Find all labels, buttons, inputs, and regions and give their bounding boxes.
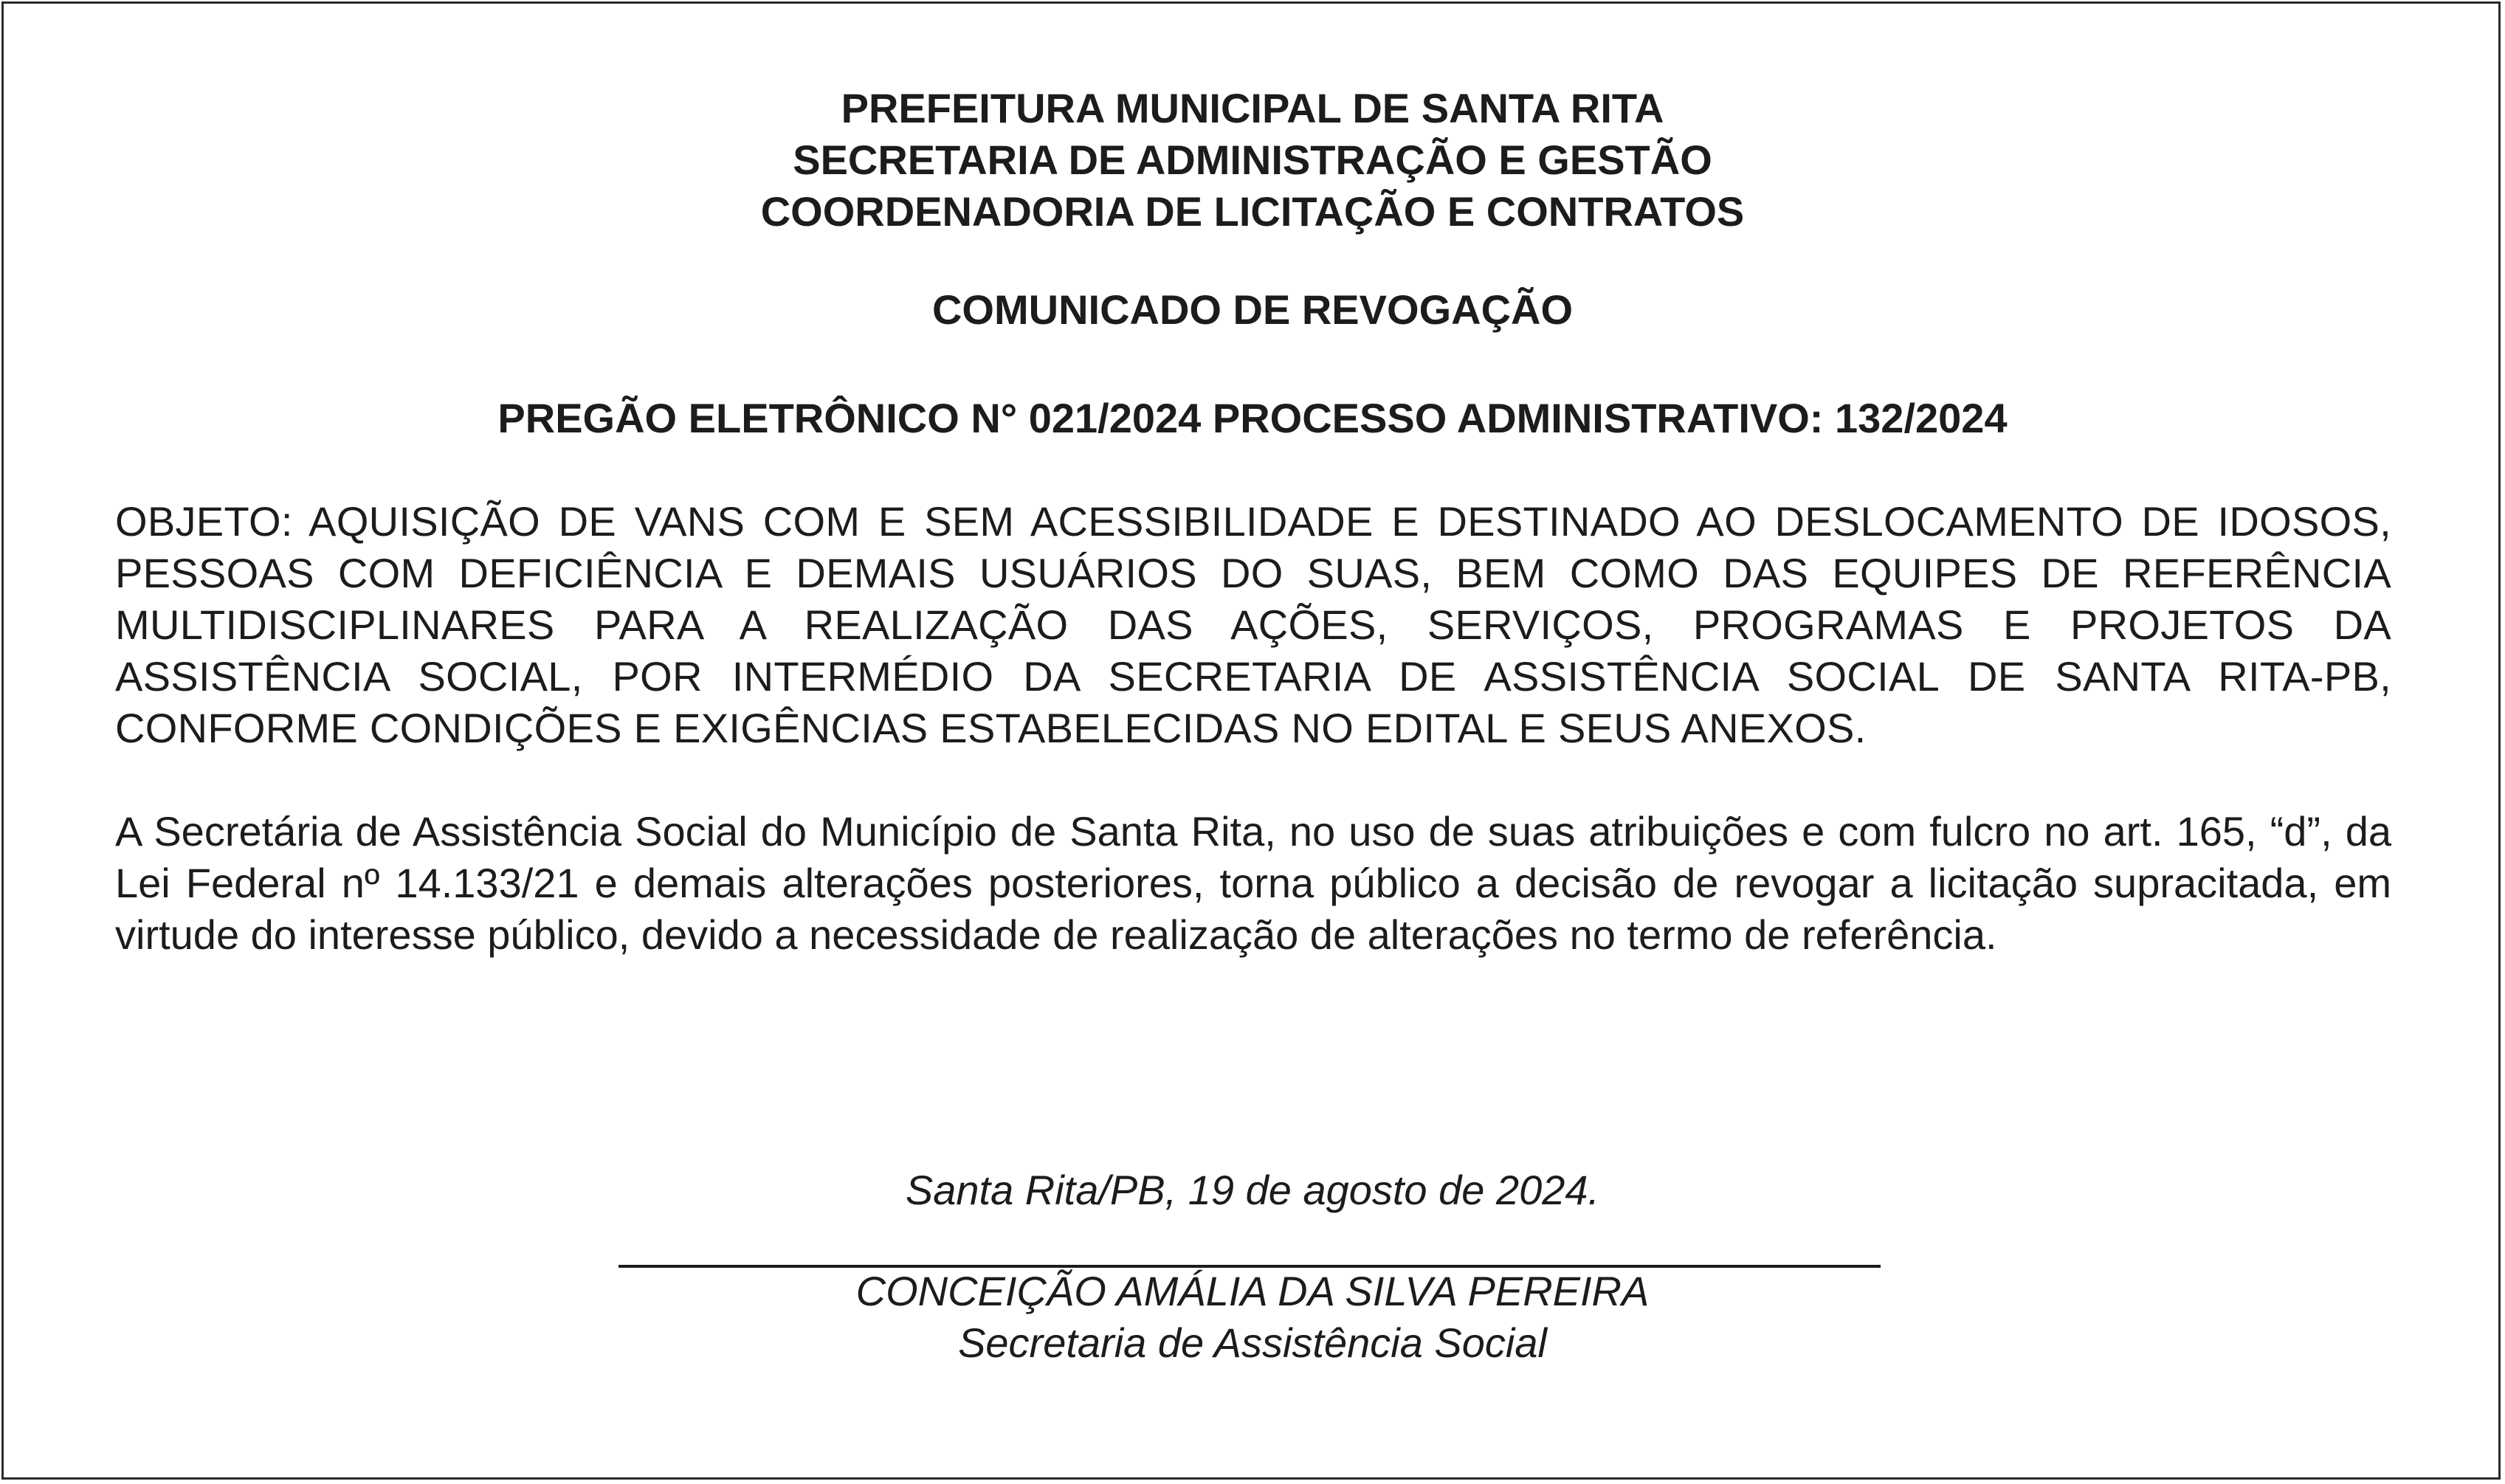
signatory-name: CONCEIÇÃO AMÁLIA DA SILVA PEREIRA	[855, 1268, 1650, 1314]
header-coordination: COORDENADORIA DE LICITAÇÃO E CONTRATOS	[760, 188, 1745, 235]
header-municipality: PREFEITURA MUNICIPAL DE SANTA RITA	[841, 85, 1664, 131]
place-date: Santa Rita/PB, 19 de agosto de 2024.	[905, 1167, 1600, 1213]
objeto-paragraph: OBJETO: AQUISIÇÃO DE VANS COM E SEM ACESSIBILIDADE E DESTINADO AO DESLOCAMENTO DE IDOSOS, PESSOAS COM DEFICIÊNCIA E DEMAIS USUÁRIOS DO SUAS, BEM COMO DAS EQUIPES DE REFERÊNCIA MULTIDISCIPLINARES PARA A REALIZAÇÃO DAS AÇÕES, SERVIÇOS, PROGRAMAS E PROJETOS DA ASSISTÊNCIA SOCIAL, POR INTERMÉDIO DA SECRETARIA DE ASSISTÊNCIA SOCIAL DE SANTA RITA-PB, CONFORME CONDIÇÕES E EXIGÊNCIAS ESTABELECIDAS NO EDITAL E SEUS ANEXOS.	[115, 498, 2391, 751]
process-line: PREGÃO ELETRÔNICO N° 021/2024 PROCESSO ADMINISTRATIVO: 132/2024	[497, 395, 2008, 441]
decision-paragraph: A Secretária de Assistência Social do Município de Santa Rita, no uso de suas atribuições e com fulcro no art. 165, “d”, da Lei Federal nº 14.133/21 e demais alterações posteriores, torna público a decisão de revogar a licitação supracitada, em virtude do interesse público, devido a necessidade de realização de alterações no termo de referência.	[115, 808, 2391, 958]
document-header	[0, 83, 2505, 238]
header-secretariat: SECRETARIA DE ADMINISTRAÇÃO E GESTÃO	[793, 137, 1712, 183]
signatory-role: Secretaria de Assistência Social	[958, 1319, 1547, 1366]
document-title: COMUNICADO DE REVOGAÇÃO	[931, 286, 1574, 333]
signature-block	[0, 1266, 2505, 1369]
